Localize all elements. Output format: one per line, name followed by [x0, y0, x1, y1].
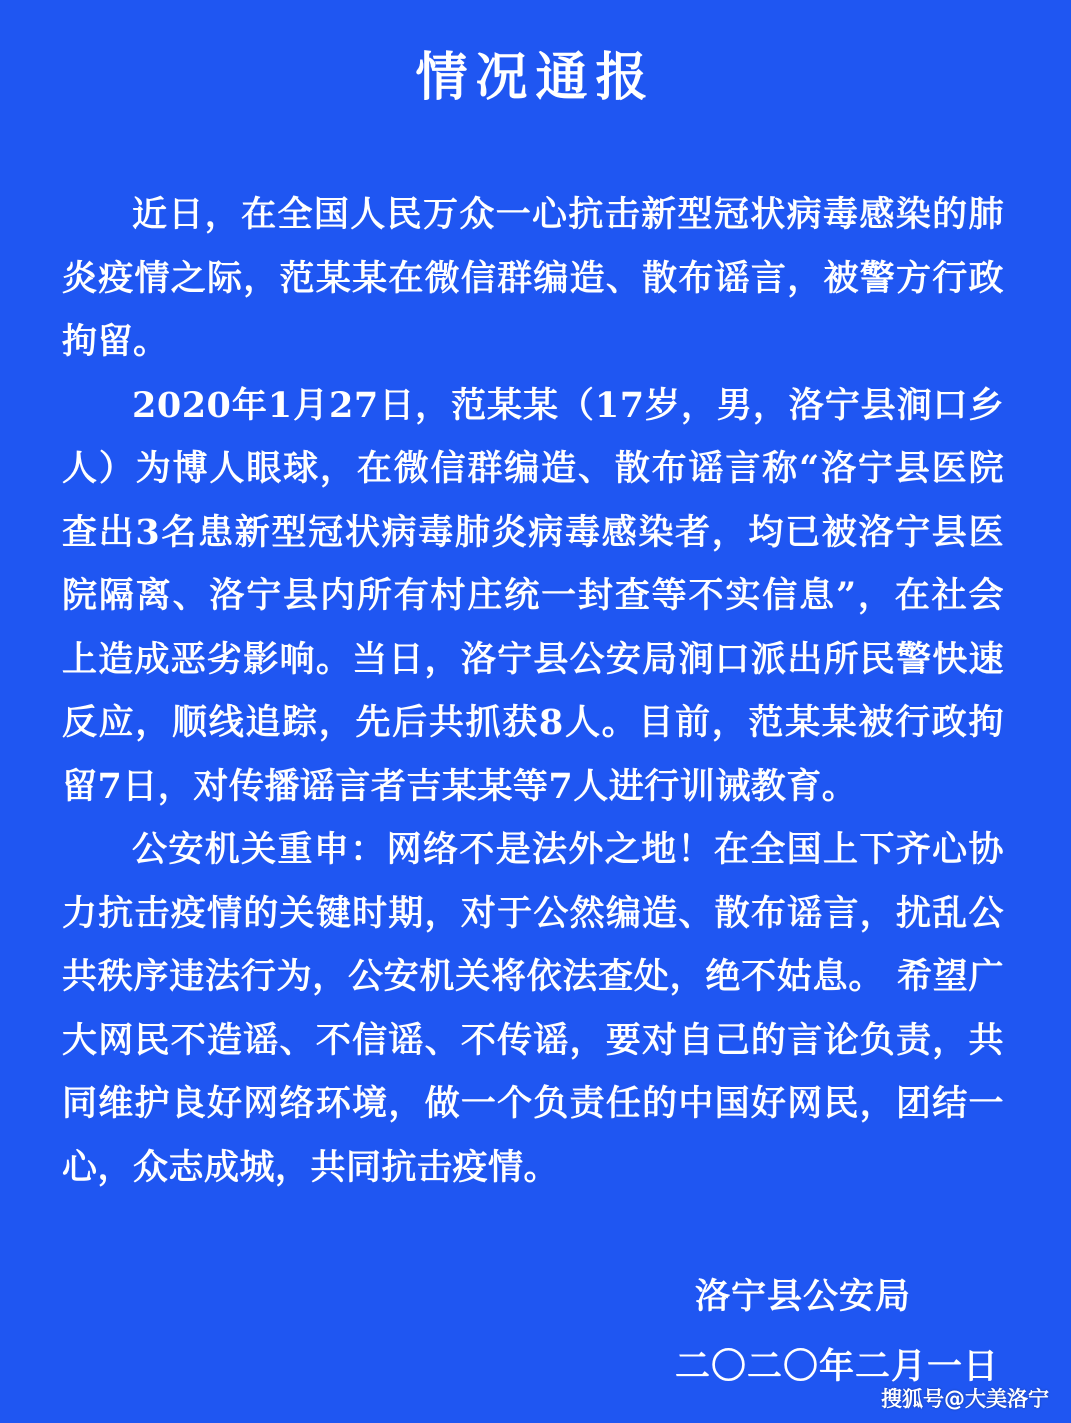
paragraph-3: 公安机关重申：网络不是法外之地！在全国上下齐心协力抗击疫情的关键时期，对于公然编造、散布谣言，扰乱公共秩序违法行为，公安机关将依法查处，绝不姑息。 希望广大网民不造谣、不信谣、不传谣，要对自己的言论负责，共同维护良好网络环境，做一个负责任的中国好网民，团结一心，众志成城，共同抗击疫情。	[62, 829, 1004, 1188]
watermark: 搜狐号@大美洛宁	[881, 1387, 1049, 1411]
signature-block	[675, 1262, 999, 1402]
notice-body	[62, 183, 1004, 1199]
issuing-organization: 洛宁县公安局	[694, 1276, 911, 1317]
paragraph-1: 近日，在全国人民万众一心抗击新型冠状病毒感染的肺炎疫情之际，范某某在微信群编造、散布谣言，被警方行政拘留。	[62, 194, 1004, 362]
paragraph-2: 2020年1月27日，范某某（17岁，男，洛宁县涧口乡人）为博人眼球，在微信群编造、散布谣言称“洛宁县医院查出3名患新型冠状病毒肺炎病毒感染者，均已被洛宁县医院隔离、洛宁县内所有村庄统一封查等不实信息”，在社会上造成恶劣影响。当日，洛宁县公安局涧口派出所民警快速反应，顺线追踪，先后共抓获8人。目前，范某某被行政拘留7日，对传播谣言者吉某某等7人进行训诫教育。	[62, 384, 1004, 807]
issue-date: 二〇二〇年二月一日	[674, 1346, 999, 1387]
page-title: 情况通报	[415, 47, 656, 108]
